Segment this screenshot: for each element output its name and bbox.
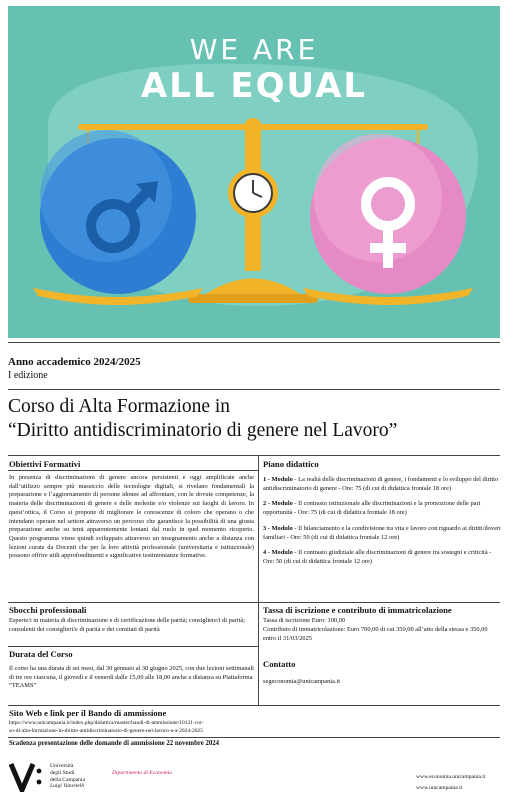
website-heading: Sito Web e link per il Bando di ammissione <box>9 708 167 718</box>
divider <box>8 602 500 603</box>
contact-email[interactable]: segeconomia@unicampania.it <box>263 678 341 685</box>
module-item: 1 - Modulo - La realtà delle discriminazioni di genere, i fondamenti e lo sviluppo del diritto antidiscriminatorio di genere - Ore: 75 (di cui di didattica frontale 18 ore) <box>263 476 499 492</box>
divider <box>8 342 500 343</box>
divider <box>8 470 258 471</box>
website-link-line2[interactable]: so-di-alta-formazione-in-diritto-antidiscriminatorio-di-genere-nel-lavoro-a-a-2024-2025 <box>9 728 203 734</box>
fees-line1: Tassa di iscrizione Euro: 100,00 <box>263 617 346 624</box>
divider <box>8 705 500 706</box>
objectives-text: In presenza di discriminazioni di genere ancora persistenti e oggi amplificate anche dall’utilizzo sempre più massiccio delle tecnologie digitali, si rivelano fondamentali la preparazione e l’aggiornamento di persone idonee ad affrontare, con le dovute competenze, la materia delle discriminazioni di genere e delle molestie e/o violenze sui luoghi di lavoro. In quest’ottica, il Corso si propone di migliorare le conoscenze di coloro che operano o che intendano operare nel settore attraverso un percorso che garantisce la possibilità di una giusta preparazione anche su temi apparentemente lontani dal ruolo in quel momento ricoperto. Questo programma viene quindi sviluppato attraverso un insegnamento anche a distanza con lezioni curate da Docenti che per la loro attività professionale (universitaria e istituzionale) possono offrire utili approfondimenti e significative testimonianze formative. <box>9 474 254 560</box>
fees-line2: Contributo di immatricolazione: Euro 700,00 di cui 350,00 all’atto della stessa e 350,00 entro il 31/03/2025 <box>263 626 488 642</box>
column-divider <box>258 455 259 705</box>
module-item: 2 - Modulo - Il contrasto istituzionale alle discriminazioni e la promozione delle pari opportunità - Ore: 75 (di cui di didattica frontale 18 ore) <box>263 500 481 517</box>
deadline-note: Scadenza presentazione delle domande di ammissione 22 novembre 2024 <box>9 740 220 747</box>
fees-heading: Tassa di iscrizione e contributo di immatricolazione <box>263 605 452 615</box>
university-name: Università degli Studi della Campania Luigi Vanvitelli <box>50 763 85 790</box>
curriculum-heading: Piano didattico <box>263 459 319 469</box>
divider <box>8 389 500 390</box>
course-title-line2: “Diritto antidiscriminatorio di genere nel Lavoro” <box>8 420 398 441</box>
banner-illustration <box>8 6 500 338</box>
website-economia[interactable]: www.economia.unicampania.it <box>416 774 486 780</box>
module-list <box>263 476 501 567</box>
module-item: 3 - Modulo - Il bilanciamento e la condivisione tra vita e lavoro con riguardo ai diritti/doveri familiari - Ore: 50 (di cui di didattica frontale 12 ore) <box>263 524 501 541</box>
divider <box>8 646 258 647</box>
career-text: Esperte/i in materia di discriminazione e di certificazione delle parità; consigliere/i di parità; consulenti dei consiglieri/e di parità e dei comitati di parità <box>9 617 246 633</box>
divider <box>8 455 500 456</box>
duration-text: Il corso ha una durata di sei mesi, dal 30 gennaio al 30 giugno 2025, con due lezioni settimanali di tre ore ciascuna, il giovedì e il venerdì dalle 15,00 alle 18,00 anche a distanza su Piattaforma “TEAMS” <box>9 665 254 690</box>
website-link-line1[interactable]: https://www.unicampania.it/index.php/didattica/master/bandi-di-ammissione/10121-cor- <box>9 720 204 726</box>
academic-year: Anno accademico 2024/2025 <box>8 356 141 368</box>
website-university[interactable]: www.unicampania.it <box>416 785 463 791</box>
career-heading: Sbocchi professionali <box>9 605 87 615</box>
department-name: Dipartimento di Economia <box>112 770 172 776</box>
banner-line1: WE ARE <box>189 33 319 66</box>
edition: I edizione <box>8 370 48 381</box>
university-logo-icon <box>9 762 43 792</box>
contact-heading: Contatto <box>263 659 296 669</box>
divider <box>8 737 500 738</box>
course-title-line1: Corso di Alta Formazione in <box>8 396 231 417</box>
module-item: 4 - Modulo - Il contrasto giudiziale alle discriminazioni di genere tra sostegni e criticità - Ore: 50 (di cui di didattica frontale 12 ore) <box>263 549 492 565</box>
objectives-heading: Obiettivi Formativi <box>9 459 81 469</box>
duration-heading: Durata del Corso <box>9 649 73 659</box>
banner-line2: ALL EQUAL <box>140 66 368 106</box>
